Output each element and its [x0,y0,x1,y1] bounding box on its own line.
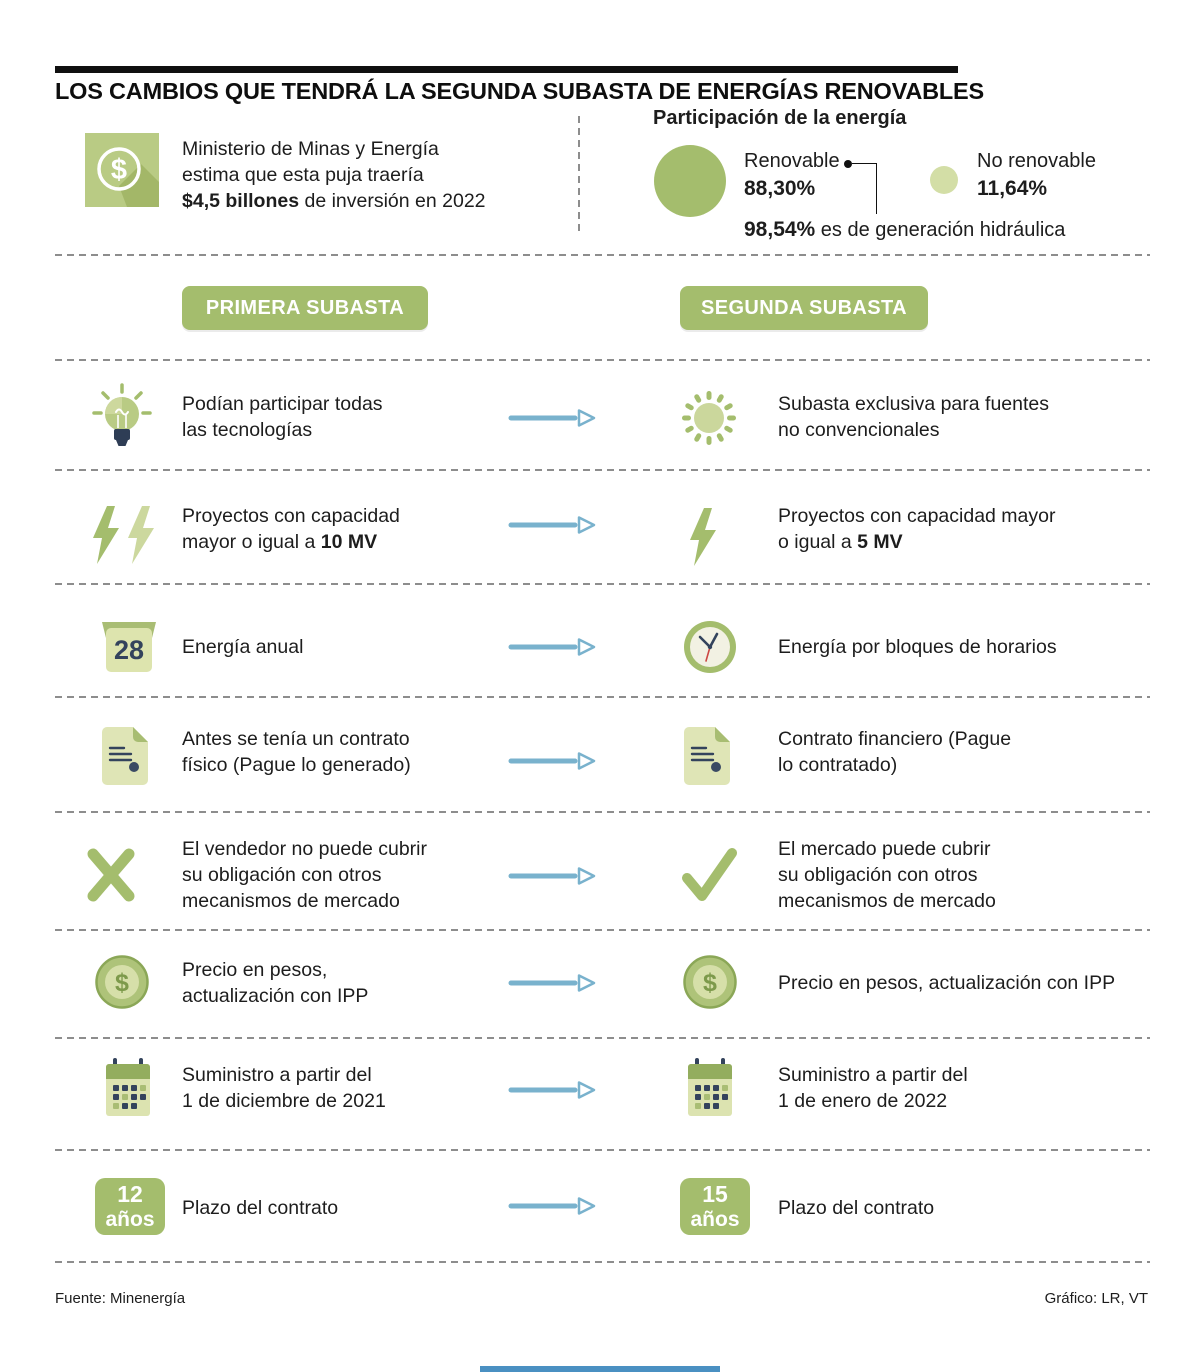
row-text: Podían participar todas las tecnologías [182,393,383,441]
renewable-label: Renovable [744,150,840,172]
svg-text:$: $ [110,154,128,186]
intro-line1: Ministerio de Minas y Energía [182,138,439,160]
connector-line [852,163,877,214]
separator [55,1037,1150,1039]
calendar-day-number: 28 [113,635,145,665]
years-badge: 12 años [95,1178,165,1235]
renewable-circle [654,145,726,217]
arrow-right-icon [508,1193,600,1219]
arrow-right-icon [508,970,600,996]
svg-text:$: $ [115,969,129,997]
hydro-note: 98,54% es de generación hidráulica [744,218,1066,241]
double-lightning-icon [92,506,158,566]
calendar-28-icon [100,618,158,674]
lightbulb-icon [90,383,154,453]
row-text: Plazo del contrato [778,1197,935,1219]
row-text: Subasta exclusiva para fuentes no convencionales [778,393,1050,441]
row-text: Proyectos con capacidad mayor o igual a 10 MV [182,505,400,553]
intro-line2: estima que esta puja traería [182,164,424,186]
coin-icon [683,955,737,1009]
sun-icon [680,389,738,447]
separator [55,811,1150,813]
separator [55,359,1150,361]
row-text: Suministro a partir del 1 de enero de 2022 [778,1064,968,1112]
page-title: LOS CAMBIOS QUE TENDRÁ LA SEGUNDA SUBASTA DE ENERGÍAS RENOVABLES [55,78,985,104]
vertical-divider [578,116,580,234]
row-text: Energía por bloques de horarios [778,636,1057,658]
nonrenewable-circle [930,166,958,194]
separator [55,696,1150,698]
separator [55,1261,1150,1263]
document-icon [684,727,730,785]
row-text: Suministro a partir del 1 de diciembre de 2021 [182,1064,386,1112]
graphic-credit: Gráfico: LR, VT [1044,1290,1148,1307]
row-text: Antes se tenía un contrato físico (Pague lo generado) [182,728,411,776]
nonrenewable-value: 11,64% [977,177,1048,200]
row-text: El mercado puede cubrir su obligación con otros mecanismos de mercado [778,838,996,912]
separator [55,929,1150,931]
separator [55,1149,1150,1151]
svg-text:$: $ [703,969,717,997]
column-header-first: PRIMERA SUBASTA [182,286,428,330]
arrow-right-icon [508,1077,600,1103]
row-text: Proyectos con capacidad mayor o igual a 5 MV [778,505,1056,553]
row-text: El vendedor no puede cubrir su obligación con otros mecanismos de mercado [182,838,427,912]
title-rule [55,66,958,73]
arrow-right-icon [508,634,600,660]
column-header-second: SEGUNDA SUBASTA [680,286,928,330]
clock-icon [683,620,737,674]
check-icon [680,847,738,903]
source-credit: Fuente: Minenergía [55,1290,186,1307]
bullet-dot [844,160,852,168]
row-text: Precio en pesos, actualización con IPP [182,959,369,1007]
separator [55,254,1150,256]
row-text: Energía anual [182,636,304,658]
money-square-icon [85,133,159,207]
years-badge: 15 años [680,1178,750,1235]
row-text: Precio en pesos, actualización con IPP [778,972,1116,994]
calendar-icon [104,1058,152,1120]
row-text: Plazo del contrato [182,1197,339,1219]
intro-text [182,136,562,214]
lightning-icon [688,508,718,568]
row-text: Contrato financiero (Pague lo contratado) [778,728,1012,776]
arrow-right-icon [508,405,600,431]
separator [55,469,1150,471]
calendar-icon [686,1058,734,1120]
x-icon [84,845,138,905]
nonrenewable-label: No renovable [977,150,1096,172]
coin-icon [95,955,149,1009]
separator [55,583,1150,585]
participation-heading: Participación de la energía [653,107,907,129]
intro-line3: $4,5 billones de inversión en 2022 [182,190,486,212]
arrow-right-icon [508,512,600,538]
renewable-value: 88,30% [744,177,816,200]
arrow-right-icon [508,863,600,889]
document-icon [102,727,148,785]
bottom-bar [480,1366,720,1372]
arrow-right-icon [508,748,600,774]
